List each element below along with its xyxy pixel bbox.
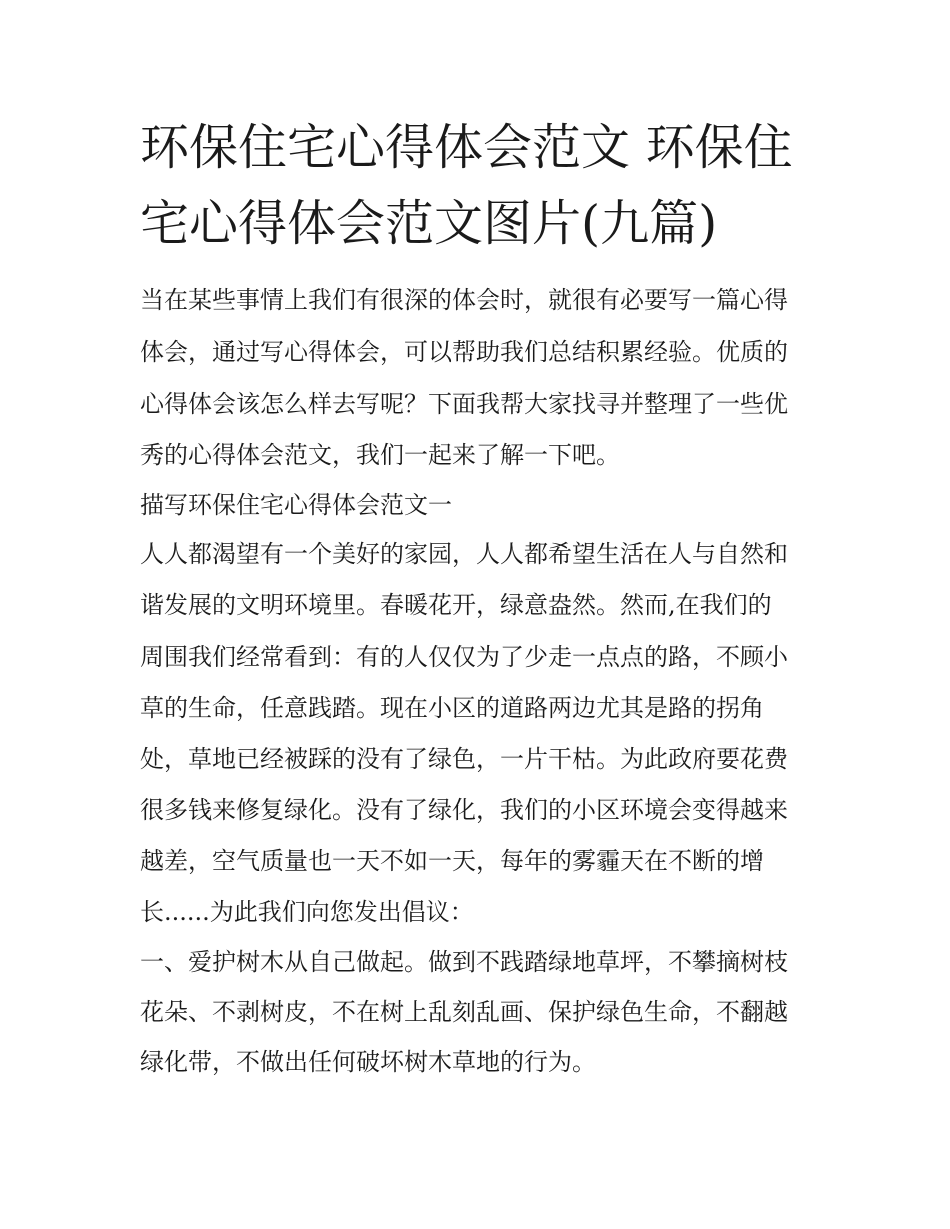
- body-line-1: 当在某些事情上我们有很深的体会时，就很有必要写一篇心得: [140, 286, 788, 314]
- body-line-14: 一、爱护树木从自己做起。做到不践踏绿地草坪，不攀摘树枝: [140, 948, 788, 976]
- body-line-12: 越差，空气质量也一天不如一天，每年的雾霾天在不断的增: [140, 847, 764, 875]
- body-line-15: 花朵、不剥树皮，不在树上乱刻乱画、保护绿色生命，不翻越: [140, 998, 788, 1026]
- body-line-4: 秀的心得体会范文，我们一起来了解一下吧。: [140, 441, 620, 469]
- title-line-2: 宅心得体会范文图片(九篇): [140, 195, 718, 252]
- body-line-13: 长......为此我们向您发出倡议：: [140, 898, 474, 926]
- body-line-6: 人人都渴望有一个美好的家园，人人都希望生活在人与自然和: [140, 540, 788, 568]
- body-line-8: 周围我们经常看到：有的人仅仅为了少走一点点的路，不顾小: [140, 643, 788, 671]
- title-line-1: 环保住宅心得体会范文 环保住: [140, 119, 793, 176]
- body-line-16: 绿化带，不做出任何破坏树木草地的行为。: [140, 1048, 596, 1076]
- body-line-2: 体会，通过写心得体会，可以帮助我们总结积累经验。优质的: [140, 338, 788, 366]
- body-line-7: 谐发展的文明环境里。春暖花开，绿意盎然。然而,在我们的: [140, 591, 772, 619]
- section-heading: 描写环保住宅心得体会范文一: [140, 491, 452, 519]
- body-line-10: 处，草地已经被踩的没有了绿色，一片干枯。为此政府要花费: [140, 745, 788, 773]
- body-line-9: 草的生命，任意践踏。现在小区的道路两边尤其是路的拐角: [140, 694, 764, 722]
- body-line-3: 心得体会该怎么样去写呢？下面我帮大家找寻并整理了一些优: [140, 390, 788, 418]
- body-line-11: 很多钱来修复绿化。没有了绿化，我们的小区环境会变得越来: [140, 796, 788, 824]
